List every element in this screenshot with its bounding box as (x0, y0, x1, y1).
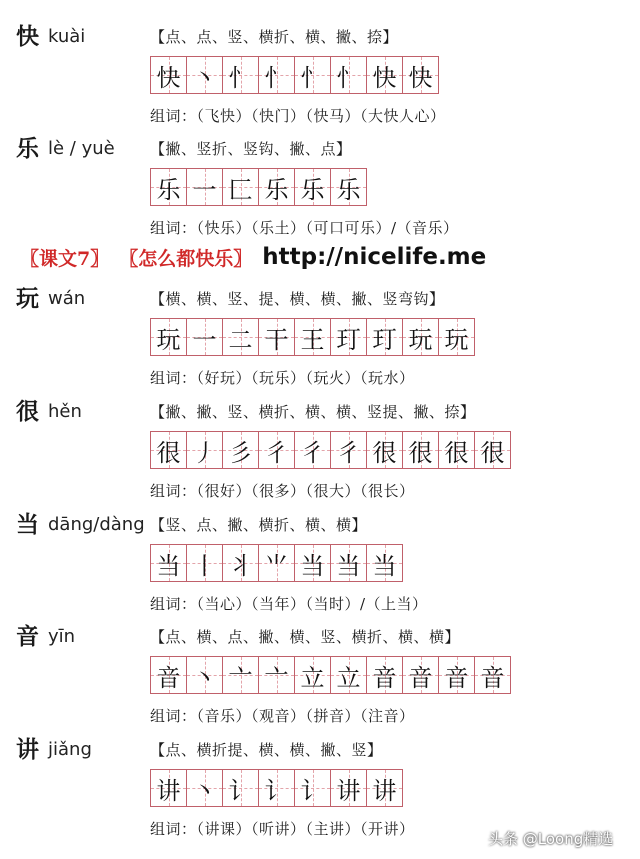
stroke-step-cell (331, 657, 367, 693)
character-heading: 当 (16, 511, 39, 538)
stroke-step-glyph: 音 (480, 663, 505, 692)
stroke-step-glyph: 讲 (336, 776, 361, 805)
character-heading: 很 (16, 398, 39, 425)
stroke-step-cell (223, 432, 259, 468)
stroke-step-cell (367, 432, 403, 468)
lesson-header (20, 240, 486, 274)
stroke-step-cell (403, 432, 439, 468)
stroke-step-glyph: 很 (156, 438, 181, 467)
stroke-step-cell (151, 657, 187, 693)
stroke-step-glyph: 讲 (372, 776, 397, 805)
stroke-order-text: 【点、横、点、撇、横、竖、横折、横、横】 (150, 628, 461, 646)
site-url: http://nicelife.me (262, 244, 487, 270)
stroke-step-glyph: 彳 (336, 438, 361, 467)
stroke-step-cell (403, 319, 439, 355)
stroke-step-glyph: 很 (444, 438, 469, 467)
lesson-title: 〖怎么都快乐〗 (119, 247, 253, 270)
stroke-step-cell (295, 657, 331, 693)
stroke-step-cell (223, 319, 259, 355)
stroke-step-glyph: 忄 (300, 63, 325, 92)
stroke-order-text: 【点、点、竖、横折、横、撇、捺】 (150, 28, 399, 46)
character-entry (0, 282, 640, 397)
stroke-step-glyph: 丶 (192, 663, 217, 692)
stroke-step-cell (439, 319, 474, 355)
stroke-step-cell (259, 432, 295, 468)
stroke-step-glyph: 彡 (228, 438, 253, 467)
stroke-step-cell (187, 770, 223, 806)
lesson-number: 〖课文7〗 (20, 247, 110, 270)
stroke-step-glyph: 乐 (156, 175, 181, 204)
stroke-step-cell (475, 432, 510, 468)
stroke-step-glyph: 快 (156, 63, 181, 92)
stroke-step-glyph: 玩 (156, 325, 181, 354)
stroke-step-glyph: 乐 (336, 175, 361, 204)
stroke-step-cell (403, 57, 438, 93)
stroke-step-cell (187, 545, 223, 581)
word-examples: 组词：（讲课）（听讲）（主讲）（开讲） (150, 820, 415, 838)
stroke-order-text: 【撇、撇、竖、横折、横、横、竖提、撇、捺】 (150, 403, 476, 421)
stroke-step-cell (475, 657, 510, 693)
stroke-step-cell (331, 432, 367, 468)
stroke-step-cell (331, 169, 366, 205)
word-examples: 组词：（飞快）（快门）（快马）（大快人心） (150, 107, 446, 125)
stroke-step-glyph: 丬 (228, 551, 253, 580)
stroke-step-glyph: 丶 (192, 63, 217, 92)
stroke-step-glyph: 讠 (300, 776, 325, 805)
stroke-step-glyph: 很 (408, 438, 433, 467)
stroke-step-cell (295, 57, 331, 93)
pinyin-label: wán (48, 288, 86, 309)
character-heading: 讲 (16, 736, 39, 763)
stroke-step-glyph: 玩 (408, 325, 433, 354)
stroke-step-glyph: 快 (408, 63, 433, 92)
stroke-step-glyph: 亠 (264, 663, 289, 692)
character-entry (0, 395, 640, 510)
stroke-step-cell (187, 319, 223, 355)
watermark-text: 头条 @Loong精选 (488, 830, 614, 848)
pinyin-label: kuài (48, 26, 86, 47)
stroke-step-glyph: 忄 (336, 63, 361, 92)
stroke-order-text: 【撇、竖折、竖钩、撇、点】 (150, 140, 352, 158)
stroke-step-glyph: 音 (156, 663, 181, 692)
stroke-step-cell (331, 319, 367, 355)
pinyin-label: hěn (48, 401, 82, 422)
stroke-step-cell (259, 770, 295, 806)
stroke-step-glyph: 一 (192, 325, 217, 354)
stroke-step-cell (223, 657, 259, 693)
stroke-step-glyph: 当 (300, 551, 325, 580)
stroke-step-cell (259, 169, 295, 205)
pinyin-label: lè / yuè (48, 138, 115, 159)
stroke-step-cell (259, 657, 295, 693)
pinyin-label: yīn (48, 626, 76, 647)
stroke-step-cell (331, 57, 367, 93)
pinyin-label: jiǎng (48, 739, 92, 760)
stroke-step-glyph: 音 (408, 663, 433, 692)
stroke-step-glyph: 彳 (264, 438, 289, 467)
stroke-step-cell (295, 169, 331, 205)
stroke-step-glyph: 当 (156, 551, 181, 580)
stroke-step-glyph: 忄 (228, 63, 253, 92)
stroke-step-cell (187, 169, 223, 205)
stroke-step-cell (295, 432, 331, 468)
character-heading: 快 (16, 23, 39, 50)
character-heading: 音 (16, 623, 39, 650)
stroke-step-glyph: 忄 (264, 63, 289, 92)
stroke-order-grid (150, 656, 511, 694)
stroke-step-glyph: 一 (192, 175, 217, 204)
stroke-step-glyph: 乐 (300, 175, 325, 204)
stroke-step-glyph: 当 (372, 551, 397, 580)
stroke-step-glyph: 玩 (444, 325, 469, 354)
stroke-step-cell (223, 169, 259, 205)
stroke-step-cell (223, 545, 259, 581)
word-examples: 组词：（好玩）（玩乐）（玩火）（玩水） (150, 369, 415, 387)
stroke-order-text: 【竖、点、撇、横折、横、横】 (150, 516, 368, 534)
stroke-step-cell (151, 169, 187, 205)
stroke-step-cell (151, 319, 187, 355)
stroke-step-cell (151, 770, 187, 806)
stroke-step-glyph: 丶 (192, 776, 217, 805)
stroke-step-glyph: 立 (300, 663, 325, 692)
stroke-step-glyph: 匚 (228, 175, 253, 204)
stroke-step-glyph: 很 (480, 438, 505, 467)
stroke-step-cell (439, 432, 475, 468)
stroke-step-glyph: 讠 (228, 776, 253, 805)
stroke-order-grid (150, 56, 439, 94)
word-examples: 组词：（快乐）（乐土）（可口可乐）/（音乐） (150, 219, 459, 237)
stroke-step-cell (259, 57, 295, 93)
stroke-step-cell (151, 57, 187, 93)
stroke-order-grid (150, 168, 367, 206)
stroke-step-glyph: 干 (264, 325, 289, 354)
stroke-step-cell (187, 57, 223, 93)
character-entry (0, 508, 640, 623)
stroke-step-cell (439, 657, 475, 693)
stroke-step-glyph: 王 (300, 325, 325, 354)
character-entry (0, 132, 640, 247)
stroke-step-cell (223, 770, 259, 806)
stroke-step-glyph: 快 (372, 63, 397, 92)
stroke-step-glyph: 音 (444, 663, 469, 692)
stroke-step-glyph: 亠 (228, 663, 253, 692)
stroke-step-glyph: 丨 (192, 551, 217, 580)
stroke-step-glyph: 乐 (264, 175, 289, 204)
stroke-step-glyph: 玎 (336, 325, 361, 354)
stroke-step-cell (367, 770, 402, 806)
stroke-step-glyph: 二 (228, 325, 253, 354)
stroke-order-text: 【点、横折提、横、横、撇、竖】 (150, 741, 383, 759)
character-heading: 乐 (16, 135, 39, 162)
stroke-step-cell (331, 770, 367, 806)
stroke-step-glyph: 彳 (300, 438, 325, 467)
stroke-step-cell (295, 545, 331, 581)
stroke-step-glyph: 讠 (264, 776, 289, 805)
stroke-step-cell (367, 319, 403, 355)
stroke-step-cell (259, 319, 295, 355)
pinyin-label: dāng/dàng (48, 514, 145, 535)
stroke-step-cell (187, 432, 223, 468)
stroke-step-glyph: 玎 (372, 325, 397, 354)
character-heading: 玩 (16, 285, 39, 312)
stroke-step-glyph: 立 (336, 663, 361, 692)
stroke-step-glyph: 音 (372, 663, 397, 692)
stroke-step-cell (151, 432, 187, 468)
stroke-step-cell (295, 770, 331, 806)
stroke-step-glyph: 很 (372, 438, 397, 467)
stroke-order-text: 【横、横、竖、提、横、横、撇、竖弯钩】 (150, 290, 445, 308)
word-examples: 组词：（很好）（很多）（很大）（很长） (150, 482, 415, 500)
stroke-step-glyph: 丿 (192, 438, 217, 467)
stroke-step-cell (187, 657, 223, 693)
word-examples: 组词：（音乐）（观音）（拼音）（注音） (150, 707, 415, 725)
stroke-order-grid (150, 769, 403, 807)
character-entry (0, 620, 640, 735)
stroke-step-cell (259, 545, 295, 581)
stroke-step-glyph: 当 (336, 551, 361, 580)
character-entry (0, 20, 640, 135)
stroke-step-cell (331, 545, 367, 581)
stroke-step-cell (367, 57, 403, 93)
stroke-order-grid (150, 544, 403, 582)
stroke-step-cell (367, 657, 403, 693)
stroke-order-grid (150, 431, 511, 469)
stroke-step-glyph: ⺌ (264, 551, 289, 580)
stroke-step-cell (295, 319, 331, 355)
stroke-step-cell (367, 545, 402, 581)
stroke-order-grid (150, 318, 475, 356)
stroke-step-cell (403, 657, 439, 693)
word-examples: 组词：（当心）（当年）（当时）/（上当） (150, 595, 428, 613)
stroke-step-cell (223, 57, 259, 93)
stroke-step-glyph: 讲 (156, 776, 181, 805)
stroke-step-cell (151, 545, 187, 581)
